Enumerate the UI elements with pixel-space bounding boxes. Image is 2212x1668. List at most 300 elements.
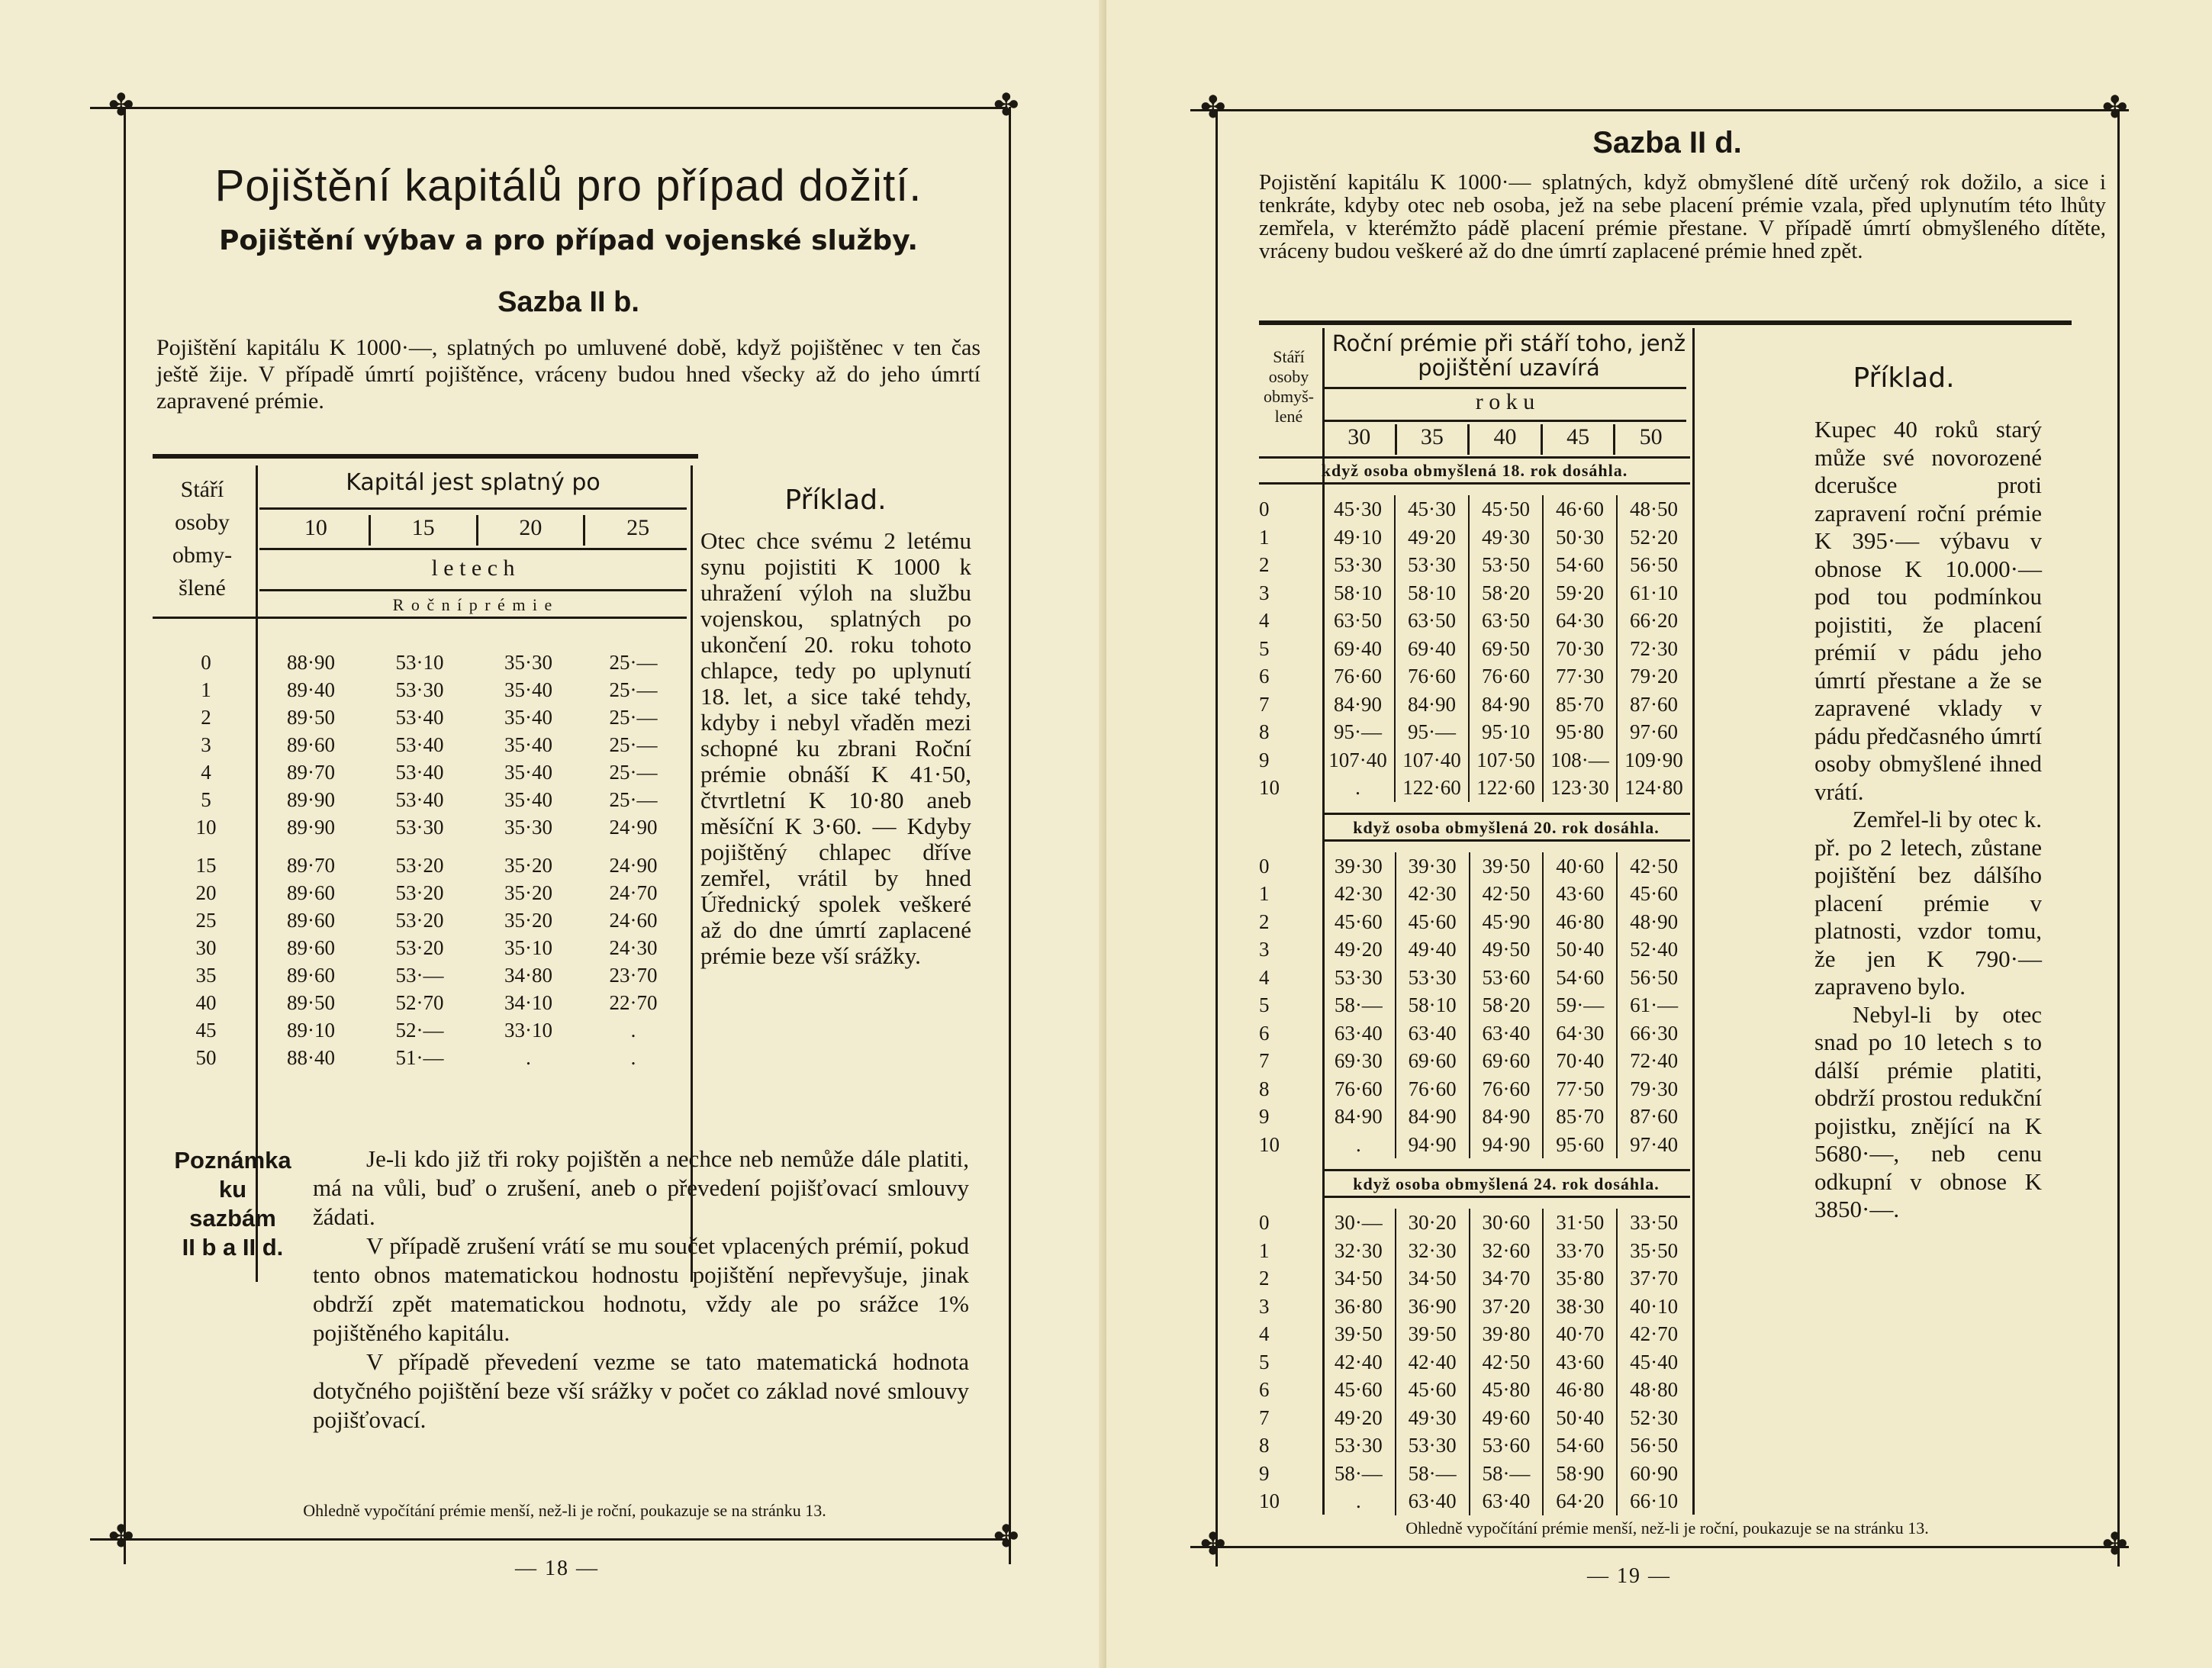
premium-cell: 124·80 bbox=[1624, 776, 1683, 799]
table-row bbox=[1259, 551, 1690, 579]
premium-cell: 33·50 bbox=[1630, 1211, 1679, 1234]
table-row bbox=[1259, 852, 1690, 881]
corner-ornament-icon: ✤ bbox=[993, 88, 1019, 123]
premium-cell: 53·40 bbox=[395, 706, 444, 729]
table-row bbox=[156, 846, 683, 879]
example-text bbox=[1814, 416, 2042, 1224]
age-column-header: Stáří osoby obmyšlené bbox=[1263, 347, 1314, 426]
premium-cell: 53·30 bbox=[1395, 551, 1469, 579]
premium-cell: 42·70 bbox=[1630, 1322, 1679, 1345]
premium-cell: 70·40 bbox=[1543, 1047, 1617, 1075]
age-cell: 2 bbox=[1259, 910, 1270, 933]
frame-bottom-rule bbox=[90, 1538, 1006, 1541]
corner-ornament-icon: ✤ bbox=[108, 1519, 134, 1554]
frame-top-rule bbox=[1190, 109, 2129, 111]
premium-cell: 39·50 bbox=[1396, 1320, 1470, 1348]
premium-cell: 95·— bbox=[1322, 718, 1395, 746]
header-rule bbox=[259, 589, 687, 591]
capital-header: Kapitál jest splatný po bbox=[346, 469, 600, 496]
premium-cell: 25·— bbox=[609, 733, 658, 756]
premium-cell: 34·70 bbox=[1470, 1264, 1544, 1293]
premium-cell: 52·— bbox=[395, 1019, 444, 1042]
premium-cell: 53·30 bbox=[1396, 964, 1470, 992]
premium-cell: 35·10 bbox=[504, 936, 552, 959]
age-cell: 6 bbox=[1259, 1378, 1270, 1401]
table-row bbox=[1259, 1237, 1690, 1265]
premium-cell: 89·60 bbox=[287, 733, 335, 756]
premium-cell: 58·20 bbox=[1470, 991, 1544, 1019]
premium-cell: 35·80 bbox=[1543, 1264, 1617, 1293]
age-cell: 45 bbox=[195, 1019, 217, 1042]
table-row bbox=[1259, 523, 1690, 552]
premium-cell: 88·40 bbox=[287, 1046, 335, 1069]
premium-cell: 31·50 bbox=[1543, 1209, 1617, 1237]
premium-cell: . bbox=[630, 1046, 636, 1069]
table-row bbox=[1259, 1264, 1690, 1293]
premium-cell: 59·— bbox=[1543, 991, 1617, 1019]
premium-cell: 58·— bbox=[1470, 1460, 1544, 1488]
example-paragraph: Nebyl-li by otec snad po 10 letech s to dálší prémie platiti, obdrží prostou redukční pojistku, znějící na K 5680·—, neb cenu odkupní v obnose K 3850·—. bbox=[1814, 1000, 2042, 1222]
age-cell: 1 bbox=[1259, 882, 1270, 905]
premium-cell: 58·10 bbox=[1322, 579, 1395, 607]
premium-cell: 58·— bbox=[1322, 991, 1396, 1019]
premium-cell: 39·80 bbox=[1470, 1320, 1544, 1348]
premium-cell: 56·50 bbox=[1630, 1434, 1679, 1457]
premium-cell: 52·70 bbox=[395, 991, 444, 1014]
age-cell: 9 bbox=[1259, 748, 1270, 771]
frame-top-rule bbox=[90, 107, 1006, 109]
premium-cell: 77·50 bbox=[1543, 1075, 1617, 1103]
premium-cell: 53·20 bbox=[395, 909, 444, 932]
table-row bbox=[1259, 579, 1690, 607]
table-row bbox=[156, 961, 683, 989]
premium-table bbox=[1259, 852, 1690, 1159]
premium-cell: 30·20 bbox=[1396, 1209, 1470, 1237]
premium-cell: 42·50 bbox=[1630, 854, 1679, 877]
premium-cell: 89·40 bbox=[287, 678, 335, 701]
premium-cell: 49·20 bbox=[1322, 1404, 1396, 1432]
premium-cell: 84·90 bbox=[1396, 1103, 1470, 1131]
premium-cell: 52·20 bbox=[1629, 525, 1678, 549]
page-number: — 18 — bbox=[515, 1557, 599, 1580]
table-row bbox=[1259, 1075, 1690, 1103]
premium-cell: 39·50 bbox=[1322, 1320, 1396, 1348]
premium-cell: 52·40 bbox=[1630, 938, 1679, 961]
premium-cell: 45·60 bbox=[1630, 882, 1679, 905]
age-column-header: 30 bbox=[1324, 424, 1397, 455]
age-cell: 8 bbox=[1259, 720, 1270, 743]
section-label: když osoba obmyšlená 20. rok dosáhla. bbox=[1322, 813, 1690, 842]
age-cell: 5 bbox=[1259, 1350, 1270, 1373]
premium-cell: 53·— bbox=[395, 964, 444, 987]
table-row bbox=[156, 906, 683, 934]
premium-cell: 72·40 bbox=[1630, 1049, 1679, 1072]
premium-cell: 35·40 bbox=[504, 788, 552, 811]
age-cell: 1 bbox=[1259, 1238, 1270, 1262]
premium-cell: 45·50 bbox=[1469, 495, 1543, 523]
age-cell: 9 bbox=[1259, 1105, 1270, 1128]
age-cell: 5 bbox=[1259, 636, 1270, 660]
premium-cell: 97·60 bbox=[1629, 720, 1678, 743]
premium-cell: 53·30 bbox=[395, 678, 444, 701]
age-column-header: 40 bbox=[1470, 424, 1543, 455]
premium-cell: 66·10 bbox=[1630, 1489, 1679, 1512]
age-cell: 4 bbox=[1259, 965, 1270, 989]
premium-cell: 95·80 bbox=[1543, 718, 1617, 746]
section-label: když osoba obmyšlená 24. rok dosáhla. bbox=[1322, 1169, 1690, 1198]
premium-header: Roční prémie při stáří toho, jenž pojištění uzavírá bbox=[1331, 330, 1686, 381]
year-column-header: 20 bbox=[478, 515, 586, 546]
header-rule bbox=[1324, 420, 1686, 422]
premium-cell: 25·— bbox=[609, 651, 658, 674]
age-cell: 7 bbox=[1259, 1406, 1270, 1429]
premium-cell: 89·70 bbox=[287, 761, 335, 784]
page-footer-note: Ohledně vypočítání prémie menší, než-li je roční, poukazuje se na stránku 13. bbox=[1405, 1518, 1929, 1538]
premium-cell: 30·— bbox=[1322, 1209, 1396, 1237]
year-column-header: 15 bbox=[371, 515, 478, 546]
premium-cell: 24·70 bbox=[609, 881, 658, 904]
premium-cell: 84·90 bbox=[1470, 1103, 1544, 1131]
age-cell: 8 bbox=[1259, 1077, 1270, 1100]
premium-cell: 24·30 bbox=[609, 936, 658, 959]
premium-cell: 43·60 bbox=[1543, 1348, 1617, 1377]
premium-cell: 42·50 bbox=[1470, 880, 1544, 908]
premium-cell: 107·40 bbox=[1395, 746, 1469, 774]
premium-cell: 45·30 bbox=[1322, 495, 1395, 523]
note-label-line: Poznámka bbox=[174, 1147, 291, 1174]
years-row bbox=[263, 515, 691, 546]
premium-cell: 107·50 bbox=[1469, 746, 1543, 774]
note-paragraph: V případě převedení vezme se tato matematická hodnota dotyčného pojištění beze vší srážky v počet co základ nové smlouvy pojišťovací. bbox=[313, 1348, 969, 1433]
premium-cell: 54·60 bbox=[1543, 964, 1617, 992]
premium-cell: 25·— bbox=[609, 678, 658, 701]
premium-cell: 53·60 bbox=[1470, 964, 1544, 992]
table-row bbox=[1259, 908, 1690, 936]
premium-cell: 61·10 bbox=[1629, 581, 1678, 604]
premium-cell: 53·20 bbox=[395, 854, 444, 877]
premium-cell: 89·60 bbox=[287, 936, 335, 959]
premium-cell: 94·90 bbox=[1470, 1131, 1544, 1159]
year-column-header: 25 bbox=[626, 515, 650, 540]
premium-cell: 45·90 bbox=[1470, 908, 1544, 936]
age-cell: 3 bbox=[1259, 1294, 1270, 1318]
table-row bbox=[1259, 935, 1690, 964]
premium-cell: 85·70 bbox=[1543, 691, 1617, 719]
age-column-header: Stáří osoby obmyšlené bbox=[172, 477, 233, 601]
age-cell: 10 bbox=[1259, 1132, 1280, 1156]
premium-cell: 58·— bbox=[1396, 1460, 1470, 1488]
page-title: Pojištění kapitálů pro případ dožití. bbox=[214, 161, 922, 211]
age-cell: 10 bbox=[1259, 776, 1280, 799]
premium-cell: 69·60 bbox=[1470, 1047, 1544, 1075]
premium-cell: 89·90 bbox=[287, 788, 335, 811]
premium-cell: 22·70 bbox=[609, 991, 658, 1014]
age-cell: 7 bbox=[1259, 692, 1270, 716]
premium-cell: 25·— bbox=[609, 706, 658, 729]
table-row bbox=[1259, 1019, 1690, 1048]
premium-cell: 45·80 bbox=[1470, 1376, 1544, 1404]
corner-ornament-icon: ✤ bbox=[1200, 90, 1226, 125]
table-row bbox=[156, 1016, 683, 1044]
premium-cell: 30·60 bbox=[1470, 1209, 1544, 1237]
age-column-header: 50 bbox=[1639, 424, 1663, 449]
premium-cell: 50·30 bbox=[1543, 523, 1617, 552]
table-row bbox=[1259, 1487, 1690, 1515]
age-cell: 8 bbox=[1259, 1434, 1270, 1457]
table-row bbox=[1259, 1209, 1690, 1237]
age-cell: 25 bbox=[195, 909, 217, 932]
premium-cell: 34·50 bbox=[1322, 1264, 1396, 1293]
ages-row bbox=[1324, 424, 1686, 455]
premium-cell: 39·50 bbox=[1470, 852, 1544, 881]
premium-cell: 49·20 bbox=[1395, 523, 1469, 552]
premium-cell: 76·60 bbox=[1469, 662, 1543, 691]
premium-cell: 69·50 bbox=[1469, 635, 1543, 663]
premium-cell: 35·40 bbox=[504, 678, 552, 701]
premium-cell: 89·50 bbox=[287, 991, 335, 1014]
page-footer-note: Ohledně vypočítání prémie menší, než-li je roční, poukazuje se na stránku 13. bbox=[303, 1501, 826, 1520]
age-cell: 6 bbox=[1259, 1021, 1270, 1045]
premium-cell: 40·10 bbox=[1630, 1294, 1679, 1318]
premium-cell: 64·20 bbox=[1543, 1487, 1617, 1515]
note-label bbox=[164, 1146, 301, 1262]
premium-cell: 34·10 bbox=[504, 991, 552, 1014]
premium-cell: 58·20 bbox=[1469, 579, 1543, 607]
table-row bbox=[1259, 718, 1690, 746]
age-cell: 7 bbox=[1259, 1049, 1270, 1072]
age-column-header: 35 bbox=[1397, 424, 1470, 455]
premium-cell: 89·60 bbox=[287, 881, 335, 904]
premium-cell: 42·40 bbox=[1396, 1348, 1470, 1377]
age-cell: 3 bbox=[201, 733, 211, 756]
example-title: Příklad. bbox=[784, 485, 887, 516]
premium-cell: 79·30 bbox=[1630, 1077, 1679, 1100]
premium-cell: 52·30 bbox=[1630, 1406, 1679, 1429]
premium-cell: 107·40 bbox=[1322, 746, 1395, 774]
premium-cell: 109·90 bbox=[1624, 748, 1683, 771]
premium-cell: 25·— bbox=[609, 788, 658, 811]
example-title: Příklad. bbox=[1853, 362, 1955, 394]
premium-cell: 53·40 bbox=[395, 788, 444, 811]
table-row bbox=[1259, 1047, 1690, 1075]
premium-cell: 79·20 bbox=[1629, 665, 1678, 687]
premium-cell: 89·60 bbox=[287, 964, 335, 987]
year-column-header: 10 bbox=[263, 515, 371, 546]
premium-cell: 58·10 bbox=[1395, 579, 1469, 607]
age-cell: 10 bbox=[195, 816, 217, 839]
premium-cell: 42·30 bbox=[1322, 880, 1396, 908]
premium-cell: . bbox=[1322, 1487, 1396, 1515]
premium-cell: 108·— bbox=[1543, 746, 1617, 774]
table-row bbox=[1259, 1320, 1690, 1348]
premium-cell: 89·50 bbox=[287, 706, 335, 729]
premium-cell: 37·20 bbox=[1470, 1293, 1544, 1321]
premium-cell: 89·70 bbox=[287, 854, 335, 877]
unit-label: l e t e c h bbox=[431, 555, 515, 581]
intro-text: Pojištění kapitálu K 1000·—, splatných po umluvené době, když pojištěnec v ten čas ještě žije. V případě úmrtí pojištěnce, vráceny budou hned všecky až do jeho úmrtí zapravené prémie. bbox=[156, 335, 980, 414]
table-row bbox=[1259, 1103, 1690, 1131]
section-label: když osoba obmyšlená 18. rok dosáhla. bbox=[1259, 458, 1690, 485]
premium-cell: 64·30 bbox=[1543, 1019, 1617, 1048]
age-cell: 35 bbox=[195, 964, 217, 987]
premium-cell: 42·40 bbox=[1322, 1348, 1396, 1377]
table-row bbox=[1259, 495, 1690, 523]
premium-cell: 51·— bbox=[395, 1046, 444, 1069]
table-row bbox=[156, 676, 683, 704]
premium-cell: 66·20 bbox=[1629, 609, 1678, 632]
premium-cell: 49·40 bbox=[1396, 935, 1470, 964]
note-paragraph: V případě zrušení vrátí se mu součet vplacených prémií, pokud tento obnos matematickou hodnostu pojištění nepřevyšuje, jinak obdrží zpět matematickou hodnotu, vždy ale po srážce 1% pojištěného kapitálu. bbox=[313, 1232, 969, 1346]
premium-cell: 122·60 bbox=[1395, 774, 1469, 802]
premium-cell: 35·20 bbox=[504, 909, 552, 932]
unit-label: r o k u bbox=[1475, 389, 1535, 414]
table-row bbox=[1259, 607, 1690, 635]
premium-cell: 58·90 bbox=[1543, 1460, 1617, 1488]
frame-left-rule bbox=[1215, 109, 1218, 1567]
premium-cell: 40·60 bbox=[1543, 852, 1617, 881]
premium-cell: 95·— bbox=[1395, 718, 1469, 746]
premium-cell: 69·60 bbox=[1396, 1047, 1470, 1075]
premium-cell: 36·90 bbox=[1396, 1293, 1470, 1321]
table-row bbox=[156, 786, 683, 813]
age-cell: 2 bbox=[1259, 1267, 1270, 1290]
premium-cell: 45·60 bbox=[1322, 1376, 1396, 1404]
age-cell: 3 bbox=[1259, 938, 1270, 961]
premium-cell: 53·60 bbox=[1470, 1431, 1544, 1460]
premium-cell: 63·40 bbox=[1322, 1019, 1396, 1048]
header-rule bbox=[259, 507, 687, 510]
premium-cell: 53·30 bbox=[1396, 1431, 1470, 1460]
premium-cell: 46·60 bbox=[1543, 495, 1617, 523]
sazba-heading: Sazba II b. bbox=[497, 286, 639, 318]
table-row bbox=[156, 731, 683, 758]
premium-cell: 76·60 bbox=[1470, 1075, 1544, 1103]
premium-cell: 60·90 bbox=[1630, 1461, 1679, 1485]
premium-cell: 35·30 bbox=[504, 651, 552, 674]
premium-cell: 48·90 bbox=[1630, 910, 1679, 933]
premium-cell: 45·60 bbox=[1396, 908, 1470, 936]
age-cell: 4 bbox=[1259, 609, 1270, 632]
premium-cell: 38·30 bbox=[1543, 1293, 1617, 1321]
example-paragraph: Zemřel-li by otec k. př. po 2 letech, zůstane pojištění bez dálšího placení prémie v platnosti, vzdor tomu, že jen K 790·— zapraveno bylo. bbox=[1814, 806, 2042, 1000]
example-paragraph: Kupec 40 roků starý může své novorozené dcerušce proti zapravení roční prémie K 395·— výbavu v obnose K 10.000·— pod tou podmínkou pojistiti, že placení prémií v pádu jeho úmrtí přestane a že se zapravené vklady v pádu předčasného úmrtí osoby obmyšlené ihned vrátí. bbox=[1814, 416, 2042, 805]
premium-cell: 53·40 bbox=[395, 761, 444, 784]
premium-cell: 35·30 bbox=[504, 816, 552, 839]
premium-cell: 53·10 bbox=[395, 651, 444, 674]
premium-cell: 123·30 bbox=[1543, 774, 1617, 802]
premium-cell: 87·60 bbox=[1630, 1105, 1679, 1128]
header-rule bbox=[153, 617, 687, 619]
premium-cell: 33·10 bbox=[504, 1019, 552, 1042]
age-cell: 0 bbox=[1259, 854, 1270, 877]
premium-cell: 48·80 bbox=[1630, 1378, 1679, 1401]
premium-cell: 53·30 bbox=[395, 816, 444, 839]
premium-cell: 58·— bbox=[1322, 1460, 1396, 1488]
premium-cell: 50·40 bbox=[1543, 935, 1617, 964]
premium-cell: 49·30 bbox=[1396, 1404, 1470, 1432]
table-row bbox=[1259, 1404, 1690, 1432]
premium-cell: 53·50 bbox=[1469, 551, 1543, 579]
page-number: — 19 — bbox=[1587, 1564, 1671, 1588]
premium-cell: 84·90 bbox=[1469, 691, 1543, 719]
table-row bbox=[1259, 662, 1690, 691]
premium-cell: 72·30 bbox=[1629, 636, 1678, 660]
premium-cell: 45·30 bbox=[1395, 495, 1469, 523]
age-cell: 2 bbox=[1259, 553, 1270, 576]
age-cell: 10 bbox=[1259, 1489, 1280, 1512]
premium-cell: 63·40 bbox=[1470, 1019, 1544, 1048]
premium-cell: 42·30 bbox=[1396, 880, 1470, 908]
table-row bbox=[156, 879, 683, 906]
age-cell: 5 bbox=[201, 788, 211, 811]
premium-cell: 36·80 bbox=[1322, 1293, 1396, 1321]
table-row bbox=[156, 934, 683, 961]
premium-cell: 46·80 bbox=[1543, 908, 1617, 936]
premium-table bbox=[156, 649, 683, 1071]
premium-cell: 122·60 bbox=[1469, 774, 1543, 802]
corner-ornament-icon: ✤ bbox=[2102, 90, 2128, 125]
table-row bbox=[1259, 991, 1690, 1019]
table-row bbox=[1259, 1376, 1690, 1404]
premium-cell: 48·50 bbox=[1629, 498, 1678, 520]
example-text: Otec chce svému 2 letému synu pojistiti K 1000 k uhražení výloh na službu vojenskou, splatných po ukončení 20. roku tohoto chlapce, tedy po uplynutí 18. let, a sice také tehdy, kdyby i nebyl vřaděn mezi schopné ku zbrani Roční prémie obnáší K 41·50, čtvrtletní K 10·80 aneb měsíční K 3·60. — Kdyby pojištěný chlapec dříve zemřel, vrátil by hned Úřednický spolek veškeré až do dne úmrtí zaplacené prémie beze vší srážky. bbox=[700, 527, 971, 969]
table-row bbox=[156, 1044, 683, 1071]
premium-cell: 33·70 bbox=[1543, 1237, 1617, 1265]
premium-cell: 34·80 bbox=[504, 964, 552, 987]
premium-cell: 24·90 bbox=[609, 854, 658, 877]
premium-cell: 34·50 bbox=[1396, 1264, 1470, 1293]
page-subtitle: Pojištění výbav a pro případ vojenské služby. bbox=[218, 225, 919, 256]
premium-cell: 50·40 bbox=[1543, 1404, 1617, 1432]
corner-ornament-icon: ✤ bbox=[1200, 1527, 1226, 1562]
age-cell: 0 bbox=[1259, 1211, 1270, 1234]
premium-cell: 58·10 bbox=[1396, 991, 1470, 1019]
premium-cell: 46·80 bbox=[1543, 1376, 1617, 1404]
premium-cell: 43·60 bbox=[1543, 880, 1617, 908]
premium-cell: 42·50 bbox=[1470, 1348, 1544, 1377]
premium-cell: 49·50 bbox=[1470, 935, 1544, 964]
premium-cell: 69·40 bbox=[1395, 635, 1469, 663]
premium-cell: 37·70 bbox=[1630, 1267, 1679, 1290]
note-label-line: II b a II d. bbox=[182, 1234, 284, 1261]
table-row bbox=[1259, 635, 1690, 663]
premium-table bbox=[1259, 1209, 1690, 1515]
premium-cell: 40·70 bbox=[1543, 1320, 1617, 1348]
premium-cell: 49·20 bbox=[1322, 935, 1396, 964]
premium-cell: 35·20 bbox=[504, 854, 552, 877]
premium-cell: 24·90 bbox=[609, 816, 658, 839]
premium-cell: 49·10 bbox=[1322, 523, 1395, 552]
premium-cell: 56·50 bbox=[1630, 965, 1679, 989]
premium-cell: 35·50 bbox=[1630, 1238, 1679, 1262]
premium-cell: . bbox=[1322, 774, 1395, 802]
note-text bbox=[313, 1145, 969, 1435]
premium-cell: 69·30 bbox=[1322, 1047, 1396, 1075]
premium-cell: . bbox=[630, 1019, 636, 1042]
age-cell: 15 bbox=[195, 854, 217, 877]
age-cell: 4 bbox=[1259, 1322, 1270, 1345]
premium-cell: 53·20 bbox=[395, 936, 444, 959]
table-row bbox=[1259, 774, 1690, 802]
premium-cell: 32·60 bbox=[1470, 1237, 1544, 1265]
table-row bbox=[1259, 746, 1690, 774]
age-cell: 9 bbox=[1259, 1461, 1270, 1485]
corner-ornament-icon: ✤ bbox=[2102, 1527, 2128, 1562]
table-row bbox=[156, 813, 683, 846]
premium-cell: 54·60 bbox=[1543, 1431, 1617, 1460]
premium-cell: 32·30 bbox=[1322, 1237, 1396, 1265]
table-row bbox=[1259, 691, 1690, 719]
